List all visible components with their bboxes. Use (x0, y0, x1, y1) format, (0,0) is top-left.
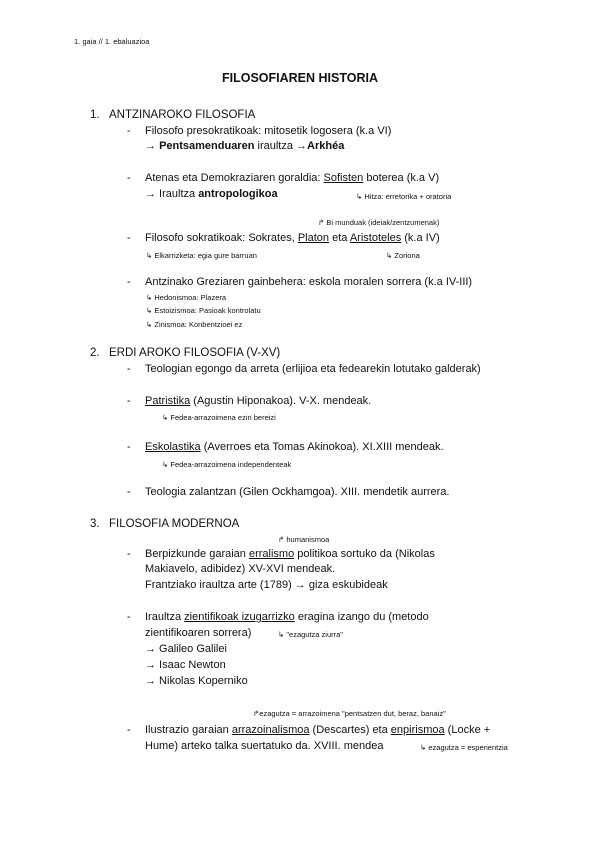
koperniko-item: → Nikolas Koperniko (145, 675, 248, 687)
presokratikoak-text: Filosofo presokratikoak: mitosetik logosera (k.a VI) (145, 125, 392, 137)
sokratikoak-pre: Filosofo sokratikoak: Sokrates, (145, 232, 298, 244)
eskolastika-line (145, 441, 444, 453)
gainbehera-text: Antzinako Greziaren gainbehera: eskola moralen sorrera (k.a IV-III) (145, 276, 473, 288)
zientifikoak-line-2: zientifikoaren sorrera) (145, 627, 252, 639)
patristika-line (145, 395, 371, 407)
zientifikoak-line (145, 611, 429, 623)
section-1-number: 1. (90, 109, 100, 121)
patristika-post: (Agustin Hiponakoa). V-X. mendeak. (190, 395, 372, 407)
antropologikoa-word: antropologikoa (198, 188, 278, 200)
patristika-note: ↳ Fedea-arrazoimena ezin bereizi (162, 413, 276, 422)
bi-munduak-note: ↱ Bi munduak (ideiak/zentzumenak) (318, 218, 440, 227)
berpizkunde-line-2: Makiavelo, adibidez) XV-XVI mendeak. (145, 563, 336, 575)
ilustrazio-mid: (Descartes) eta (309, 724, 391, 736)
page-title: FILOSOFIAREN HISTORIA (221, 71, 379, 85)
bullet: - (127, 724, 131, 736)
bullet: - (127, 276, 131, 288)
bullet: - (127, 548, 131, 560)
zientifikoak-pre: Iraultza (145, 611, 185, 623)
platon-word: Platon (297, 232, 330, 244)
zalantzan-text: Teologia zalantzan (Gilen Ockhamgoa). XIII. mendetik aurrera. (145, 486, 450, 498)
sofisten-word: Sofisten (323, 172, 364, 184)
atenas-line (145, 172, 439, 184)
zientifikoak-post: eragina izango du (metodo (294, 611, 429, 623)
eskolastika-post: (Averroes eta Tomas Akinokoa). XI.XIII mendeak. (200, 441, 444, 453)
section-3-number: 3. (90, 518, 100, 530)
bullet: - (127, 395, 131, 407)
arrow: → (296, 140, 308, 152)
patristika-word: Patristika (145, 395, 191, 407)
arrazoinalismoa-word: arrazoinalismoa (231, 724, 310, 736)
section-3-heading: FILOSOFIA MODERNOA (109, 518, 240, 530)
arrow-iraultza: → Iraultza (145, 188, 199, 200)
bullet: - (127, 363, 131, 375)
pentsamenduaren-word: Pentsamenduaren (159, 140, 255, 152)
humanismoa-note: ↱ humanismoa (278, 535, 330, 544)
berpizkunde-pre: Berpizkunde garaian (145, 548, 249, 560)
sokratikoak-mid: eta (329, 232, 350, 244)
galileo-item: → Galileo Galilei (145, 643, 227, 655)
aristoteles-word: Aristoteles (349, 232, 402, 244)
zoriona-note: ↳ Zoriona (386, 251, 420, 260)
eskolastika-word: Eskolastika (145, 441, 201, 453)
bullet: - (127, 232, 131, 244)
arkhea-word: Arkhéa (307, 140, 345, 152)
section-2-heading: ERDI AROKO FILOSOFIA (V-XV) (109, 347, 281, 359)
iraultza-word: iraultza (254, 140, 297, 152)
eskolastika-note: ↳ Fedea-arrazoimena independenteak (162, 460, 292, 469)
bullet: - (127, 611, 131, 623)
estoizismoa-note: ↳ Estoizismoa: Pasioak kontrolatu (146, 306, 261, 315)
section-1-heading: ANTZINAROKO FILOSOFIA (109, 109, 256, 121)
esperientzia-note: ↳ ezagutza = esperientzia (420, 743, 508, 752)
berpizkunde-line (145, 548, 435, 560)
ilustrazio-pre: Ilustrazio garaian (145, 724, 232, 736)
atenas-post: boterea (k.a V) (363, 172, 440, 184)
bullet: - (127, 172, 131, 184)
bullet: - (127, 486, 131, 498)
antropologikoa-line (145, 188, 278, 200)
bullet: - (127, 441, 131, 453)
ilustrazio-post: (Locke + (444, 724, 491, 736)
zientifikoak-underlined: zientifikoak izugarrizko (184, 611, 295, 623)
teologia-text: Teologian egongo da arreta (erlijioa eta fedearekin lotutako galderak) (145, 363, 481, 375)
sokratikoak-post: (k.a IV) (401, 232, 440, 244)
zinismoa-note: ↳ Zinismoa: Konbentzioei ez (146, 320, 243, 329)
ezagutza-ziurra-note: ↳ "ezagutza ziurra" (278, 630, 343, 639)
berpizkunde-post: politikoa sortuko da (Nikolas (294, 548, 435, 560)
ezagutza-arrazoimena-note: ↱ezagutza = arrazoimena "pentsatzen dut, beraz, banaiz" (253, 709, 446, 718)
section-2-number: 2. (90, 347, 100, 359)
ilustrazio-line (145, 724, 490, 736)
sokratikoak-line (145, 232, 440, 244)
berpizkunde-line-3: Frantziako iraultza arte (1789) → giza eskubideak (145, 579, 388, 591)
ilustrazio-line-2: Hume) arteko talka suertatuko da. XVIII. mendea (145, 740, 384, 752)
newton-item: → Isaac Newton (145, 659, 226, 671)
hitza-note: ↳ Hitza: erretorika + oratoria (356, 192, 452, 201)
enpirismoa-word: enpirismoa (390, 724, 445, 736)
pentsamenduaren-line (145, 140, 344, 152)
erralismo-word: erralismo (248, 548, 295, 560)
hedonismoa-note: ↳ Hedonismoa: Plazera (146, 293, 227, 302)
page-header: 1. gaia // 1. ebaluazioa (74, 37, 150, 46)
atenas-pre: Atenas eta Demokraziaren goraldia: (145, 172, 324, 184)
bullet: - (127, 125, 131, 137)
arrow: → (145, 140, 160, 152)
elkarrizketa-note: ↳ Elkarrizketa: egia gure barruan (146, 251, 257, 260)
